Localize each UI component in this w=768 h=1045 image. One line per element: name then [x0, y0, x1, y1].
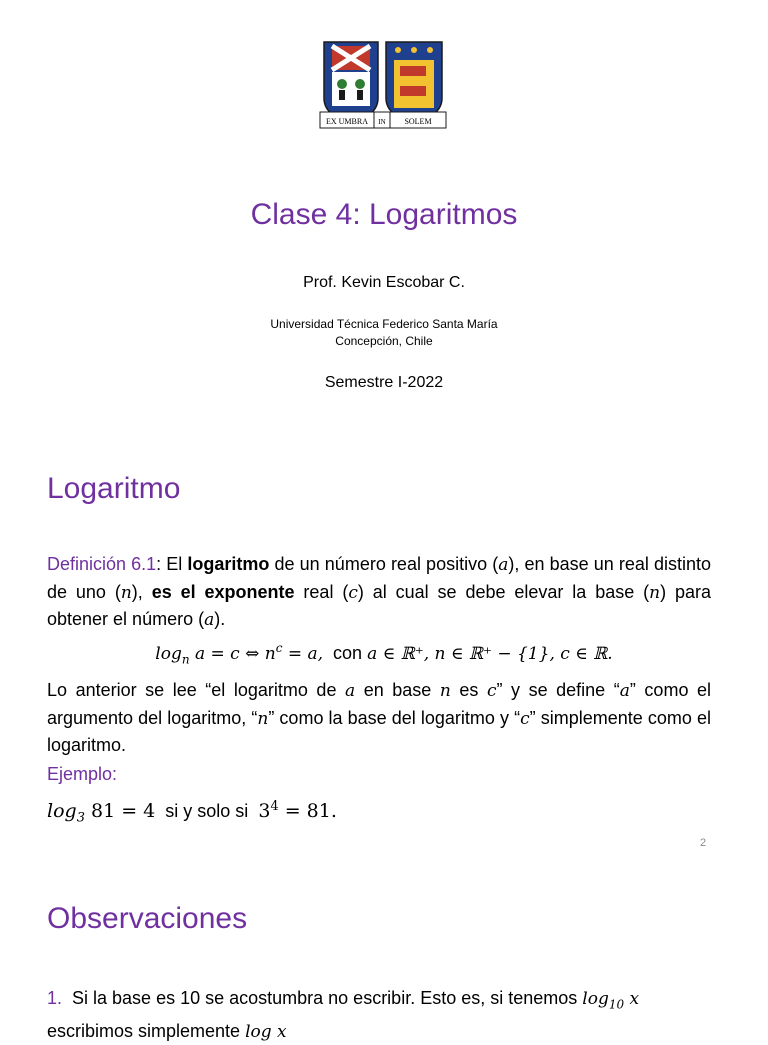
formula-sup: c: [275, 641, 283, 655]
observation-var: x: [624, 989, 640, 1009]
example-value: 81 = 4: [84, 800, 156, 822]
author-name: Prof. Kevin Escobar C.: [303, 274, 465, 291]
def-text: ) para obtener el número (: [47, 581, 711, 629]
section-heading-observaciones: Observaciones: [47, 902, 248, 935]
reads-text: ” y se define “: [496, 680, 620, 700]
formula-right: = a,: [282, 644, 324, 664]
def-text: ),: [131, 581, 152, 602]
observation-line-2: [47, 1018, 727, 1045]
def-bold-term: logaritmo: [187, 554, 270, 574]
math-var: n: [257, 708, 269, 729]
def-text: El: [161, 554, 188, 574]
crest-motto-mid: IN: [378, 118, 386, 126]
example-log: log: [47, 800, 77, 822]
math-var: c: [520, 708, 530, 729]
def-text: real (: [294, 581, 349, 602]
semester: Semestre I-2022: [324, 374, 444, 391]
reads-text: ” como la base del logaritmo y “: [268, 707, 521, 728]
observation-text: escribimos simplemente: [47, 1020, 246, 1041]
example-line: [47, 799, 337, 826]
section-heading-logaritmo: Logaritmo: [47, 472, 181, 505]
crest-motto-right: SOLEM: [404, 117, 432, 126]
example-exponent: 4: [270, 799, 279, 814]
reads-text: ” simplemente como el logaritmo.: [47, 707, 711, 755]
def-text: de un número real positivo (: [269, 554, 499, 574]
observation-log: log x: [245, 1021, 287, 1042]
math-var: c: [486, 681, 497, 701]
crest-motto-left: EX UMBRA: [325, 117, 369, 126]
definition-paragraph: [47, 551, 711, 634]
math-var: a: [498, 555, 509, 575]
reads-text: ” como el argumento del logaritmo, “: [47, 680, 712, 728]
def-bold-term: es el exponente: [151, 581, 295, 602]
observation-line-1: [47, 985, 727, 1018]
observation-log: log: [582, 989, 609, 1009]
formula-sub: n: [181, 652, 190, 667]
definition-colon: :: [156, 554, 162, 574]
def-text: ), en base un real distinto de uno (: [47, 554, 711, 602]
location: Concepción, Chile: [335, 334, 433, 348]
def-text: ).: [214, 609, 226, 629]
example-base: 3: [258, 800, 271, 822]
reads-text: en base: [355, 680, 440, 700]
example-sub: 3: [76, 810, 85, 826]
def-text: ) al cual se debe elevar la base (: [357, 581, 650, 602]
observation-sub: 10: [608, 997, 625, 1012]
math-var: a: [204, 610, 215, 630]
math-var: n: [649, 582, 661, 603]
university-crest-logo: [318, 38, 448, 134]
observation-item-1: [47, 985, 727, 1045]
example-text: si y solo si: [155, 801, 259, 821]
affiliation: [0, 316, 768, 350]
reading-paragraph: [47, 677, 711, 759]
math-var: a: [619, 681, 630, 701]
formula-conditions: a ∈ ℝ⁺, n ∈ ℝ⁺ − {1}, c ∈ ℝ.: [367, 644, 613, 664]
reads-text: Lo anterior se lee “el logaritmo de: [47, 680, 346, 700]
observation-text: Si la base es 10 se acostumbra no escribir. Esto es, si tenemos: [62, 988, 583, 1008]
log-definition-formula: [0, 641, 768, 667]
math-var: n: [120, 582, 132, 603]
slide-title: Clase 4: Logaritmos: [250, 198, 518, 231]
list-number: 1.: [47, 988, 63, 1008]
institution-name: Universidad Técnica Federico Santa María: [270, 317, 498, 331]
math-var: a: [345, 681, 356, 701]
example-result: = 81.: [278, 800, 337, 822]
definition-label: Definición 6.1: [47, 554, 157, 574]
formula-con: con: [323, 643, 368, 663]
reads-text: es: [450, 680, 487, 700]
page-number: 2: [700, 837, 707, 849]
formula-log: log: [155, 644, 182, 664]
formula-mid: a = c ⇔ n: [189, 644, 276, 664]
example-label: Ejemplo:: [47, 764, 118, 784]
math-var: c: [348, 582, 358, 603]
math-var: n: [439, 681, 451, 701]
